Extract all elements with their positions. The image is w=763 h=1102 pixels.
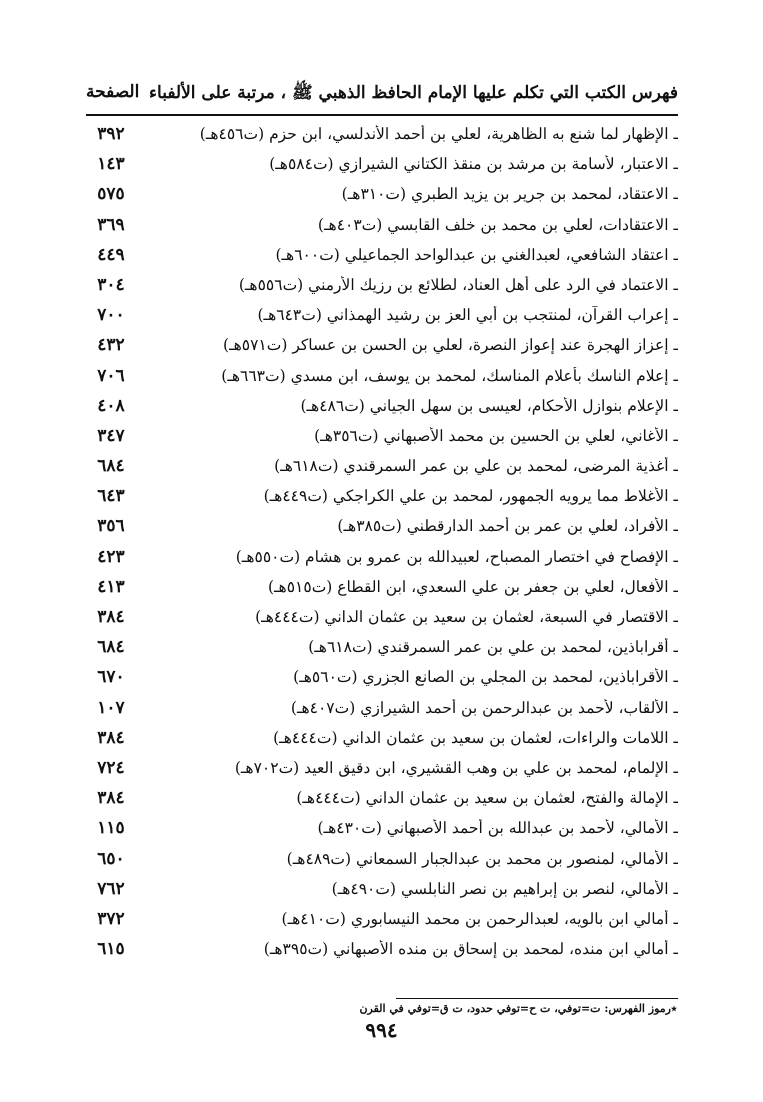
index-entry: [86, 725, 678, 755]
page-column-label: الصفحة: [86, 82, 140, 102]
header-rule: [86, 114, 678, 116]
entry-title: ـ الإلمام، لمحمد بن علي بن وهب القشيري، ابن دقيق العيد (ت٧٠٢هـ): [234, 758, 678, 777]
index-entry: [86, 513, 678, 543]
index-entry: [86, 755, 678, 785]
entry-title: ـ الإفصاح في اختصار المصباح، لعبيدالله بن عمرو بن هشام (ت٥٥٠هـ): [235, 547, 678, 566]
entry-page-number: ٣٨٤: [97, 727, 125, 748]
entry-title: ـ الألقاب، لأحمد بن عبدالرحمن بن أحمد الشيرازي (ت٤٠٧هـ): [290, 698, 678, 717]
entry-title: ـ اللامات والراءات، لعثمان بن سعيد بن عثمان الداني (ت٤٤٤هـ): [273, 728, 678, 747]
entry-page-number: ١١٥: [97, 818, 125, 839]
index-entry: [86, 242, 678, 272]
entry-page-number: ٧٦٢: [97, 878, 125, 899]
entry-page-number: ٣٧٢: [97, 908, 125, 929]
entry-title: ـ الأمالي، لمنصور بن محمد بن عبدالجبار السمعاني (ت٤٨٩هـ): [286, 849, 678, 868]
index-entry: [86, 332, 678, 362]
entry-page-number: ٥٧٥: [97, 184, 125, 205]
index-entry: [86, 483, 678, 513]
entry-title: ـ الأفعال، لعلي بن جعفر بن علي السعدي، ابن القطاع (ت٥١٥هـ): [267, 577, 678, 596]
index-entry: [86, 604, 678, 634]
entry-page-number: ٣٩٢: [97, 124, 125, 144]
index-entry: [86, 876, 678, 906]
entry-page-number: ٦١٥: [97, 939, 125, 960]
entry-title: ـ إعلام الناسك بأعلام المناسك، لمحمد بن يوسف، ابن مسدي (ت٦٦٣هـ): [221, 366, 678, 385]
entry-page-number: ٣٦٩: [97, 214, 125, 235]
entry-title: ـ الاعتماد في الرد على أهل العناد، لطلائع بن رزيك الأرمني (ت٥٥٦هـ): [238, 275, 678, 294]
entry-page-number: ٤٢٣: [97, 546, 125, 567]
entry-page-number: ٧٢٤: [97, 757, 125, 778]
entry-title: ـ الأقراباذين، لمحمد بن المجلي بن الصانع الجزري (ت٥٦٠هـ): [293, 668, 678, 687]
entry-title: ـ أمالي ابن منده، لمحمد بن إسحاق بن منده الأصبهاني (ت٣٩٥هـ): [263, 940, 678, 959]
entry-title: ـ الإعلام بنوازل الأحكام، لعيسى بن سهل الجياني (ت٤٨٦هـ): [300, 396, 678, 415]
footnote: ٭رموز الفهرس: ت=توفي، ت ح=توفي حدود، ت ق=توفي في القرن: [359, 1002, 677, 1015]
entry-page-number: ٣٤٧: [97, 425, 125, 446]
index-entry: [86, 936, 678, 966]
index-entry: [86, 815, 678, 845]
entry-title: ـ الأمالي، لنصر بن إبراهيم بن نصر النابلسي (ت٤٩٠هـ): [331, 879, 678, 898]
entry-page-number: ٦٨٤: [97, 637, 125, 658]
index-entry: [86, 906, 678, 936]
entry-title: ـ إعراب القرآن، لمنتجب بن أبي العز بن رشيد الهمذاني (ت٦٤٣هـ): [257, 306, 678, 325]
index-entry: [86, 574, 678, 604]
entry-page-number: ٦٧٠: [97, 667, 125, 688]
entry-page-number: ٣٠٤: [97, 274, 125, 295]
entry-title: ـ الاعتبار، لأسامة بن مرشد بن منقذ الكتاني الشيرازي (ت٥٨٤هـ): [269, 155, 678, 174]
index-entry: [86, 151, 678, 181]
index-entry: [86, 181, 678, 211]
entry-title: ـ الإظهار لما شنع به الظاهرية، لعلي بن أحمد الأندلسي، ابن حزم (ت٤٥٦هـ): [199, 125, 678, 143]
entry-title: ـ أقراباذين، لمحمد بن علي بن عمر السمرقندي (ت٦١٨هـ): [308, 638, 678, 657]
index-entry: [86, 212, 678, 242]
entry-title: ـ إعزاز الهجرة عند إعواز النصرة، لعلي بن الحسن بن عساكر (ت٥٧١هـ): [223, 336, 678, 355]
entry-page-number: ١٤٣: [97, 154, 125, 175]
index-entry: [86, 363, 678, 393]
entry-page-number: ٧٠٠: [97, 305, 125, 326]
entry-title: ـ الأغاني، لعلي بن الحسين بن محمد الأصبهاني (ت٣٥٦هـ): [314, 426, 678, 445]
index-header: [86, 78, 678, 108]
entry-title: ـ اعتقاد الشافعي، لعبدالغني بن عبدالواحد الجماعيلي (ت٦٠٠هـ): [275, 245, 678, 264]
entry-page-number: ٧٠٦: [97, 365, 125, 386]
index-entry: [86, 544, 678, 574]
entry-title: ـ أمالي ابن بالويه، لعبدالرحمن بن محمد النيسابوري (ت٤١٠هـ): [281, 909, 678, 928]
index-entry: [86, 785, 678, 815]
entry-page-number: ٤١٣: [97, 576, 125, 597]
entry-title: ـ الأمالي، لأحمد بن عبدالله بن أحمد الأصبهاني (ت٤٣٠هـ): [317, 819, 678, 838]
index-entry: [86, 121, 678, 151]
entry-title: ـ الأغلاط مما يرويه الجمهور، لمحمد بن علي الكراجكي (ت٤٤٩هـ): [263, 487, 678, 506]
index-entry: [86, 272, 678, 302]
entry-page-number: ٦٤٣: [97, 486, 125, 507]
entry-title: ـ الاقتصار في السبعة، لعثمان بن سعيد بن عثمان الداني (ت٤٤٤هـ): [255, 608, 678, 626]
index-title: فهرس الكتب التي تكلم عليها الإمام الحافظ الذهبي ﷺ ، مرتبة على الألفباء: [149, 83, 678, 103]
entry-page-number: ٦٨٤: [97, 456, 125, 477]
entry-page-number: ١٠٧: [97, 697, 125, 718]
index-entry: [86, 846, 678, 876]
index-entry: [86, 423, 678, 453]
entry-title: ـ الأفراد، لعلي بن عمر بن أحمد الدارقطني (ت٣٨٥هـ): [337, 517, 678, 536]
entry-title: ـ أغذية المرضى، لمحمد بن علي بن عمر السمرقندي (ت٦١٨هـ): [274, 457, 678, 476]
entry-page-number: ٤٤٩: [97, 244, 125, 265]
index-entry: [86, 453, 678, 483]
entry-page-number: ٣٥٦: [97, 516, 125, 537]
index-entry: [86, 664, 678, 694]
entry-page-number: ٣٨٤: [97, 788, 125, 809]
entry-title: ـ الإمالة والفتح، لعثمان بن سعيد بن عثمان الداني (ت٤٤٤هـ): [296, 789, 678, 808]
footnote-rule: [396, 998, 678, 999]
page-number: ٩٩٤: [365, 1018, 398, 1042]
index-entry: [86, 393, 678, 423]
entry-title: ـ الاعتقاد، لمحمد بن جرير بن يزيد الطبري (ت٣١٠هـ): [341, 185, 678, 204]
entry-page-number: ٤٠٨: [97, 395, 125, 416]
entry-page-number: ٤٣٢: [97, 335, 125, 356]
entry-page-number: ٣٨٤: [97, 607, 125, 627]
index-entries: [86, 121, 678, 966]
index-entry: [86, 634, 678, 664]
index-entry: [86, 695, 678, 725]
index-entry: [86, 302, 678, 332]
entry-title: ـ الاعتقادات، لعلي بن محمد بن خلف القابسي (ت٤٠٣هـ): [317, 215, 678, 234]
entry-page-number: ٦٥٠: [97, 848, 125, 869]
